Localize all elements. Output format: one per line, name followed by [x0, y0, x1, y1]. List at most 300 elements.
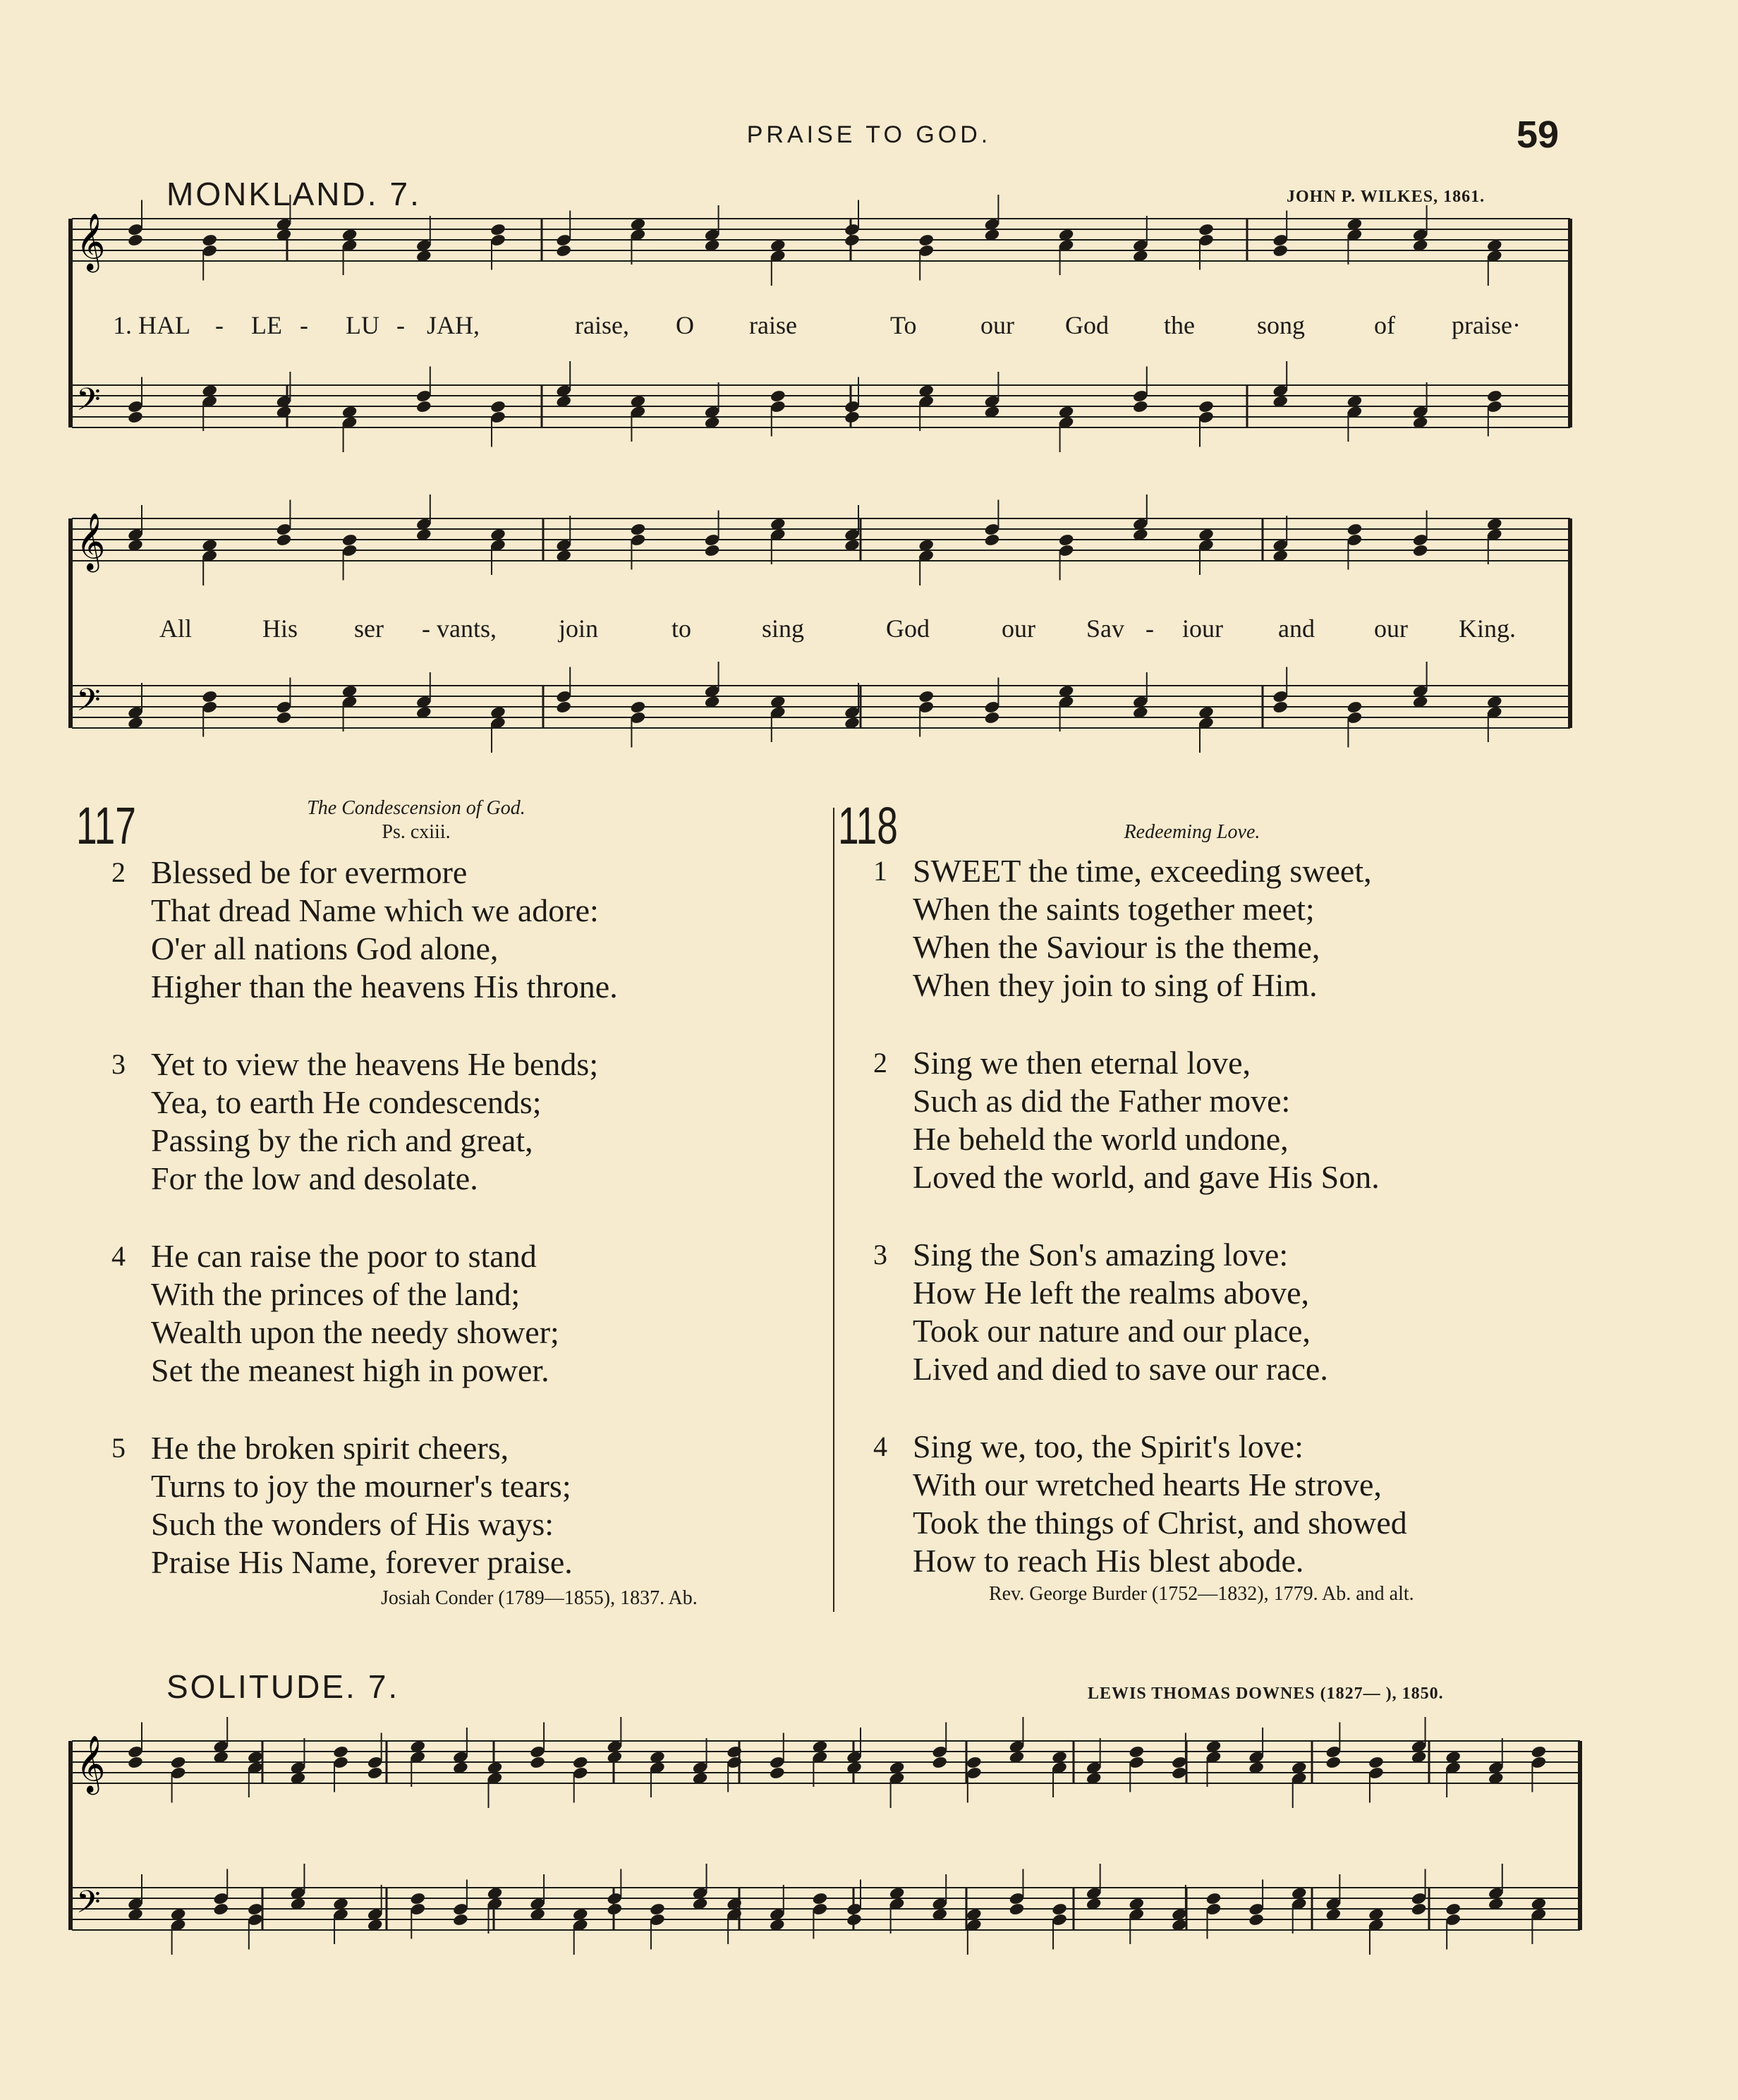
- note-head: [572, 1766, 589, 1780]
- note-head: [555, 700, 572, 715]
- note-head: [1272, 394, 1289, 408]
- note-head: [290, 1886, 307, 1900]
- note-head: [812, 1902, 829, 1917]
- note-head: [1325, 1756, 1342, 1770]
- note-head: [1128, 1907, 1145, 1922]
- stanza-number: 5: [111, 1432, 126, 1464]
- note-head: [247, 1902, 264, 1917]
- lyric-syllable: God: [1065, 311, 1109, 339]
- note-head: [1531, 1897, 1548, 1911]
- lyric-syllable: - vants,: [422, 614, 497, 643]
- note-head: [889, 1771, 906, 1785]
- hymn-117-title: The Condescension of God.: [307, 797, 525, 819]
- lyric-syllable: -: [1146, 614, 1154, 643]
- stanza: [111, 1237, 559, 1390]
- note-head: [201, 700, 218, 715]
- note-head: [1486, 705, 1503, 720]
- note-head: [555, 394, 572, 408]
- note-head: [529, 1897, 546, 1911]
- note-head: [555, 690, 572, 704]
- note-head: [490, 233, 506, 248]
- note-head: [341, 228, 358, 242]
- stanza-line: Turns to joy the mourner's tears;: [151, 1468, 571, 1504]
- note-head: [846, 1902, 863, 1917]
- note-head: [1486, 249, 1503, 263]
- stanza-number: 3: [111, 1048, 126, 1080]
- page-number: 59: [1517, 114, 1560, 156]
- note-head: [1412, 228, 1429, 242]
- stanza-line: When the saints together meet;: [913, 891, 1315, 927]
- lyric-syllable: our: [980, 311, 1014, 339]
- stanza-line: How to reach His blest abode.: [913, 1543, 1304, 1579]
- note-head: [1325, 1897, 1342, 1911]
- staff: [72, 385, 1570, 427]
- note-head: [1171, 1918, 1188, 1932]
- note-head: [276, 217, 293, 231]
- note-head: [276, 394, 293, 408]
- stanza-line: When the Saviour is the theme,: [913, 929, 1320, 965]
- tune-meter: 7.: [367, 1668, 400, 1705]
- note-head: [452, 1750, 469, 1764]
- note-head: [1531, 1756, 1548, 1770]
- note-head: [889, 1897, 906, 1911]
- note-head: [170, 1918, 187, 1932]
- note-head: [1248, 1913, 1265, 1927]
- hymn-number-118: 118: [838, 796, 898, 855]
- note-head: [409, 1902, 426, 1917]
- note-head: [1198, 233, 1215, 248]
- note-head: [409, 1892, 426, 1906]
- note-head: [290, 1897, 307, 1911]
- note-head: [630, 217, 647, 231]
- stanza: [111, 1429, 573, 1582]
- note-head: [415, 249, 432, 263]
- lyric-syllable: LU: [346, 311, 379, 339]
- note-head: [1272, 233, 1289, 248]
- note-head: [1171, 1766, 1188, 1780]
- note-head: [1412, 684, 1429, 698]
- note-head: [844, 233, 861, 248]
- note-head: [1411, 1892, 1428, 1906]
- note-head: [1325, 1745, 1342, 1759]
- note-head: [1412, 544, 1429, 558]
- note-head: [770, 400, 786, 414]
- stanza-line: Praise His Name, forever praise.: [151, 1544, 573, 1580]
- note-head: [769, 1756, 786, 1770]
- note-head: [490, 538, 506, 552]
- note-head: [127, 223, 144, 237]
- note-head: [918, 384, 935, 398]
- note-head: [1205, 1740, 1222, 1754]
- note-head: [367, 1907, 384, 1922]
- note-head: [812, 1750, 829, 1764]
- lyric-syllable: sing: [762, 614, 805, 643]
- lyric-syllable: join: [559, 614, 599, 643]
- tune-meter: 7.: [389, 176, 421, 212]
- stanza-line: Loved the world, and gave His Son.: [913, 1159, 1380, 1195]
- note-head: [127, 705, 144, 720]
- note-head: [770, 705, 786, 720]
- note-head: [1325, 1907, 1342, 1922]
- stanza-line: With our wretched hearts He strove,: [913, 1467, 1382, 1503]
- note-head: [1531, 1907, 1548, 1922]
- note-head: [452, 1913, 469, 1927]
- hymn-118-attribution: Rev. George Burder (1752—1832), 1779. Ab. and alt.: [989, 1583, 1414, 1605]
- stanza-line: For the low and desolate.: [151, 1160, 478, 1196]
- stanza-number: 4: [873, 1431, 887, 1462]
- stanza: [873, 852, 1372, 1005]
- note-head: [649, 1761, 666, 1775]
- hymn-117-attribution: Josiah Conder (1789—1855), 1837. Ab.: [381, 1587, 698, 1609]
- note-head: [931, 1897, 948, 1911]
- staff: [72, 219, 1570, 261]
- note-head: [918, 700, 935, 715]
- note-head: [692, 1897, 709, 1911]
- note-head: [1086, 1886, 1102, 1900]
- note-head: [127, 1907, 144, 1922]
- note-head: [1128, 1756, 1145, 1770]
- note-head: [692, 1886, 709, 1900]
- lyric-syllable: -: [300, 311, 308, 339]
- note-head: [966, 1907, 983, 1922]
- note-head: [201, 233, 218, 248]
- note-head: [704, 405, 721, 419]
- note-head: [212, 1892, 229, 1906]
- lyric-syllable: our: [1374, 614, 1408, 643]
- note-head: [341, 238, 358, 253]
- note-head: [918, 538, 935, 552]
- note-head: [367, 1918, 384, 1932]
- note-head: [212, 1902, 229, 1917]
- note-head: [529, 1745, 546, 1759]
- note-head: [1291, 1761, 1308, 1775]
- note-head: [966, 1766, 983, 1780]
- treble-clef: 𝄞: [76, 512, 106, 570]
- note-head: [247, 1761, 264, 1775]
- note-head: [1248, 1750, 1265, 1764]
- note-head: [726, 1756, 743, 1770]
- note-head: [1132, 517, 1149, 531]
- note-head: [726, 1897, 743, 1911]
- note-head: [770, 249, 786, 263]
- note-head: [844, 716, 861, 730]
- stanza-line: SWEET the time, exceeding sweet,: [913, 853, 1372, 889]
- note-head: [415, 517, 432, 531]
- note-head: [341, 684, 358, 698]
- note-head: [1198, 411, 1215, 425]
- note-head: [1347, 711, 1363, 725]
- note-head: [170, 1756, 187, 1770]
- note-head: [1132, 528, 1149, 542]
- hymn-117-subtitle: Ps. cxiii.: [382, 821, 451, 843]
- note-head: [812, 1892, 829, 1906]
- note-head: [1347, 228, 1363, 242]
- note-head: [630, 700, 647, 715]
- note-head: [1347, 217, 1363, 231]
- stanza-line: Such as did the Father move:: [913, 1083, 1291, 1119]
- note-head: [984, 533, 1001, 547]
- lyric-syllable: LE: [251, 311, 282, 339]
- note-head: [1132, 389, 1149, 403]
- note-head: [1368, 1918, 1385, 1932]
- note-head: [889, 1761, 906, 1775]
- note-head: [276, 711, 293, 725]
- note-head: [1486, 695, 1503, 709]
- note-head: [1531, 1745, 1548, 1759]
- note-head: [1058, 238, 1075, 253]
- note-head: [1411, 1902, 1428, 1917]
- note-head: [846, 1761, 863, 1775]
- note-head: [1205, 1902, 1222, 1917]
- note-head: [1291, 1897, 1308, 1911]
- note-head: [1086, 1771, 1102, 1785]
- note-head: [201, 690, 218, 704]
- note-head: [487, 1761, 504, 1775]
- stanza-line: Took our nature and our place,: [913, 1313, 1311, 1349]
- note-head: [649, 1750, 666, 1764]
- lyric-syllable: song: [1257, 311, 1306, 339]
- note-head: [726, 1745, 743, 1759]
- note-head: [1171, 1756, 1188, 1770]
- lyric-syllable: All: [159, 614, 193, 643]
- note-head: [1198, 716, 1215, 730]
- note-head: [1272, 690, 1289, 704]
- note-head: [846, 1750, 863, 1764]
- lyric-syllable: King.: [1459, 614, 1516, 643]
- bass-clef: 𝄢: [76, 1883, 101, 1928]
- note-head: [367, 1766, 384, 1780]
- note-head: [201, 538, 218, 552]
- note-head: [1347, 394, 1363, 408]
- note-head: [1051, 1913, 1068, 1927]
- note-head: [966, 1918, 983, 1932]
- lyric-syllable: 1. HAL: [113, 311, 190, 339]
- note-head: [630, 711, 647, 725]
- bass-clef: 𝄢: [76, 681, 101, 726]
- note-head: [572, 1756, 589, 1770]
- note-head: [769, 1907, 786, 1922]
- note-head: [290, 1771, 307, 1785]
- note-head: [844, 538, 861, 552]
- note-head: [127, 400, 144, 414]
- note-head: [1486, 389, 1503, 403]
- composer-solitude: LEWIS THOMAS DOWNES (1827— ), 1850.: [1088, 1685, 1444, 1703]
- note-head: [201, 244, 218, 258]
- lyric-syllable: -: [215, 311, 224, 339]
- tune-name-solitude: [166, 1668, 399, 1706]
- note-head: [726, 1907, 743, 1922]
- lyric-syllable: raise,: [575, 311, 629, 339]
- lyric-syllable: God: [886, 614, 930, 643]
- note-head: [490, 223, 506, 237]
- note-head: [127, 538, 144, 552]
- note-head: [769, 1918, 786, 1932]
- note-head: [415, 705, 432, 720]
- note-head: [1086, 1761, 1102, 1775]
- note-head: [332, 1907, 349, 1922]
- note-head: [487, 1886, 504, 1900]
- tune-name-monkland: [166, 175, 421, 213]
- hymn-number-117: 117: [76, 796, 136, 855]
- stanza-line: How He left the realms above,: [913, 1275, 1310, 1311]
- note-head: [931, 1756, 948, 1770]
- note-head: [415, 400, 432, 414]
- note-head: [704, 415, 721, 430]
- note-head: [770, 528, 786, 542]
- stanza-line: That dread Name which we adore:: [151, 892, 599, 928]
- note-head: [1411, 1750, 1428, 1764]
- stanza-number: 1: [873, 855, 887, 887]
- note-head: [1205, 1892, 1222, 1906]
- note-head: [247, 1750, 264, 1764]
- note-head: [918, 549, 935, 563]
- note-head: [127, 233, 144, 248]
- note-head: [607, 1902, 624, 1917]
- note-head: [1412, 695, 1429, 709]
- note-head: [630, 228, 647, 242]
- note-head: [201, 384, 218, 398]
- note-head: [1347, 523, 1363, 537]
- note-head: [984, 228, 1001, 242]
- note-head: [984, 217, 1001, 231]
- note-head: [1051, 1902, 1068, 1917]
- note-head: [607, 1892, 624, 1906]
- lyric-syllable: ser: [354, 614, 384, 643]
- note-head: [1445, 1761, 1462, 1775]
- note-head: [452, 1761, 469, 1775]
- note-head: [918, 690, 935, 704]
- note-head: [1291, 1886, 1308, 1900]
- note-head: [127, 716, 144, 730]
- note-head: [1272, 538, 1289, 552]
- note-head: [452, 1902, 469, 1917]
- note-head: [555, 233, 572, 248]
- note-head: [984, 700, 1001, 715]
- note-head: [1486, 400, 1503, 414]
- note-head: [1132, 400, 1149, 414]
- note-head: [341, 544, 358, 558]
- stanza-line: Yea, to earth He condescends;: [151, 1084, 542, 1120]
- note-head: [170, 1766, 187, 1780]
- stanza-line: Passing by the rich and great,: [151, 1122, 533, 1158]
- note-head: [966, 1756, 983, 1770]
- stanza-line: With the princes of the land;: [151, 1276, 521, 1312]
- note-head: [572, 1918, 589, 1932]
- treble-clef: 𝄞: [76, 1735, 106, 1792]
- stanza-line: Wealth upon the needy shower;: [151, 1314, 559, 1350]
- staff: [72, 518, 1570, 561]
- note-head: [276, 228, 293, 242]
- lyric-syllable: To: [890, 311, 917, 339]
- note-head: [1411, 1740, 1428, 1754]
- note-head: [529, 1756, 546, 1770]
- stanza-line: Took the things of Christ, and showed: [913, 1505, 1407, 1541]
- note-head: [1058, 533, 1075, 547]
- stanza-line: He beheld the world undone,: [913, 1121, 1289, 1157]
- note-head: [1486, 517, 1503, 531]
- lyric-syllable: Sav: [1086, 614, 1124, 643]
- tune-name: MONKLAND.: [166, 176, 379, 212]
- note-head: [1488, 1761, 1505, 1775]
- note-head: [1272, 700, 1289, 715]
- note-head: [1058, 544, 1075, 558]
- note-head: [984, 394, 1001, 408]
- note-head: [529, 1907, 546, 1922]
- note-head: [415, 389, 432, 403]
- note-head: [341, 695, 358, 709]
- note-head: [1488, 1886, 1505, 1900]
- note-head: [555, 549, 572, 563]
- note-head: [276, 700, 293, 715]
- note-head: [1058, 228, 1075, 242]
- note-head: [1128, 1745, 1145, 1759]
- note-head: [844, 705, 861, 720]
- note-head: [812, 1740, 829, 1754]
- note-head: [1132, 238, 1149, 253]
- note-head: [692, 1761, 709, 1775]
- note-head: [1058, 415, 1075, 430]
- note-head: [630, 405, 647, 419]
- note-head: [770, 695, 786, 709]
- note-head: [918, 244, 935, 258]
- lyric-syllable: the: [1164, 311, 1195, 339]
- note-head: [409, 1740, 426, 1754]
- note-head: [1198, 223, 1215, 237]
- note-head: [490, 716, 506, 730]
- note-head: [770, 517, 786, 531]
- note-head: [1486, 238, 1503, 253]
- stanza: [873, 1044, 1380, 1196]
- note-head: [170, 1907, 187, 1922]
- note-head: [770, 389, 786, 403]
- note-head: [1368, 1766, 1385, 1780]
- stanza-line: Set the meanest high in power.: [151, 1352, 549, 1388]
- note-head: [984, 711, 1001, 725]
- note-head: [290, 1761, 307, 1775]
- note-head: [704, 544, 721, 558]
- note-head: [844, 223, 861, 237]
- note-head: [1058, 695, 1075, 709]
- note-head: [1272, 549, 1289, 563]
- note-head: [1009, 1750, 1026, 1764]
- note-head: [212, 1740, 229, 1754]
- note-head: [490, 411, 506, 425]
- note-head: [931, 1745, 948, 1759]
- note-head: [692, 1771, 709, 1785]
- stanza-line: Sing we, too, the Spirit's love:: [913, 1428, 1304, 1464]
- note-head: [490, 705, 506, 720]
- lyric-syllable: iour: [1182, 614, 1223, 643]
- lyric-syllable: our: [1002, 614, 1035, 643]
- note-head: [1128, 1897, 1145, 1911]
- stanza-line: Such the wonders of His ways:: [151, 1506, 554, 1542]
- stanza: [873, 1428, 1407, 1580]
- lyric-syllable: His: [262, 614, 298, 643]
- note-head: [1009, 1740, 1026, 1754]
- lyric-syllable: JAH,: [427, 311, 480, 339]
- note-head: [341, 533, 358, 547]
- note-head: [341, 415, 358, 430]
- stanza-line: O'er all nations God alone,: [151, 930, 499, 966]
- stanza: [111, 1045, 598, 1198]
- stanza: [111, 854, 618, 1006]
- note-head: [1058, 405, 1075, 419]
- note-head: [201, 394, 218, 408]
- note-head: [649, 1913, 666, 1927]
- note-head: [367, 1756, 384, 1770]
- note-head: [1051, 1750, 1068, 1764]
- note-head: [630, 533, 647, 547]
